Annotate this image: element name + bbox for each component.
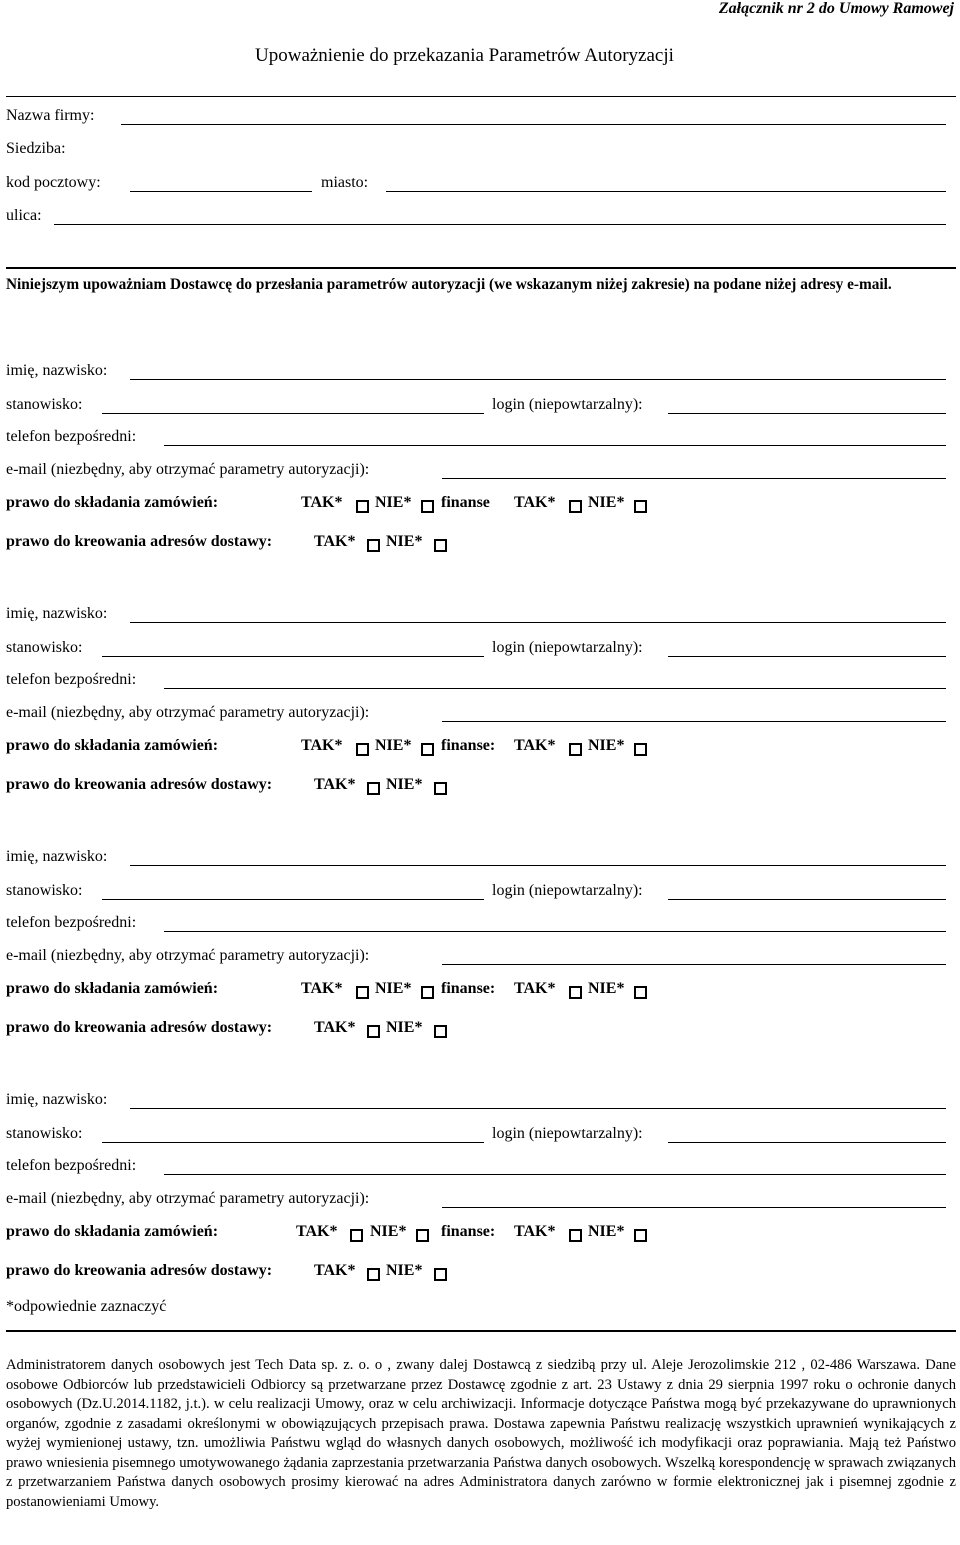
login-label: login (niepowtarzalny): xyxy=(492,882,643,899)
orders-no-checkbox[interactable] xyxy=(416,1229,429,1242)
divider xyxy=(6,267,956,269)
finance-yes-label: TAK* xyxy=(514,980,556,997)
email-field[interactable] xyxy=(442,1207,946,1208)
phone-field[interactable] xyxy=(164,688,946,689)
finance-label: finanse: xyxy=(441,737,496,754)
street-field[interactable] xyxy=(54,224,946,225)
position-label: stanowisko: xyxy=(6,882,83,899)
finance-no-label: NIE* xyxy=(588,1223,625,1240)
finance-no-checkbox[interactable] xyxy=(634,1229,647,1242)
address-no-checkbox[interactable] xyxy=(434,539,447,552)
name-field[interactable] xyxy=(130,379,946,380)
orders-yes-label: TAK* xyxy=(301,737,343,754)
name-row xyxy=(6,603,956,625)
orders-yes-checkbox[interactable] xyxy=(350,1229,363,1242)
address-no-checkbox[interactable] xyxy=(434,1025,447,1038)
orders-label: prawo do składania zamówień: xyxy=(6,1223,219,1240)
address-label: prawo do kreowania adresów dostawy: xyxy=(6,533,273,550)
email-row xyxy=(6,945,956,967)
position-field[interactable] xyxy=(102,413,484,414)
street-row xyxy=(6,205,956,227)
company-name-field[interactable] xyxy=(121,124,946,125)
finance-no-label: NIE* xyxy=(588,737,625,754)
name-field[interactable] xyxy=(130,1108,946,1109)
finance-no-label: NIE* xyxy=(588,494,625,511)
seat-label: Siedziba: xyxy=(6,140,66,157)
position-label: stanowisko: xyxy=(6,1125,83,1142)
orders-no-label: NIE* xyxy=(370,1223,407,1240)
orders-yes-label: TAK* xyxy=(301,494,343,511)
position-row xyxy=(6,637,956,659)
orders-yes-checkbox[interactable] xyxy=(356,743,369,756)
postal-code-field[interactable] xyxy=(130,191,312,192)
login-field[interactable] xyxy=(668,1142,946,1143)
login-label: login (niepowtarzalny): xyxy=(492,1125,643,1142)
orders-label: prawo do składania zamówień: xyxy=(6,980,219,997)
email-row xyxy=(6,459,956,481)
position-field[interactable] xyxy=(102,656,484,657)
orders-yes-checkbox[interactable] xyxy=(356,986,369,999)
finance-no-checkbox[interactable] xyxy=(634,986,647,999)
name-row xyxy=(6,1089,956,1111)
annex-label: Załącznik nr 2 do Umowy Ramowej xyxy=(718,0,954,17)
person-block xyxy=(0,603,960,803)
name-row xyxy=(6,846,956,868)
email-row xyxy=(6,1188,956,1210)
orders-no-checkbox[interactable] xyxy=(421,986,434,999)
login-label: login (niepowtarzalny): xyxy=(492,639,643,656)
position-row xyxy=(6,1123,956,1145)
login-field[interactable] xyxy=(668,656,946,657)
name-label: imię, nazwisko: xyxy=(6,605,108,622)
position-row xyxy=(6,394,956,416)
address-no-checkbox[interactable] xyxy=(434,782,447,795)
note-text: *odpowiednie zaznaczyć xyxy=(6,1298,167,1315)
email-label: e-mail (niezbędny, aby otrzymać parametry autoryzacji): xyxy=(6,704,370,721)
orders-no-checkbox[interactable] xyxy=(421,500,434,513)
address-no-label: NIE* xyxy=(386,1019,423,1036)
phone-row xyxy=(6,426,956,448)
address-yes-label: TAK* xyxy=(314,1019,356,1036)
postal-city-row xyxy=(6,172,956,194)
name-label: imię, nazwisko: xyxy=(6,362,108,379)
address-label: prawo do kreowania adresów dostawy: xyxy=(6,776,273,793)
finance-label: finanse xyxy=(441,494,490,511)
name-field[interactable] xyxy=(130,622,946,623)
email-field[interactable] xyxy=(442,964,946,965)
phone-label: telefon bezpośredni: xyxy=(6,671,137,688)
page-title: Upoważnienie do przekazania Parametrów Autoryzacji xyxy=(255,45,674,66)
finance-yes-label: TAK* xyxy=(514,494,556,511)
intro-text: Niniejszym upoważniam Dostawcę do przesłania parametrów autoryzacji (we wskazanym niżej zakresie) na podane niżej adresy e-mail. xyxy=(6,276,892,293)
orders-yes-label: TAK* xyxy=(301,980,343,997)
orders-no-label: NIE* xyxy=(375,737,412,754)
orders-row xyxy=(6,735,956,757)
name-field[interactable] xyxy=(130,865,946,866)
address-no-label: NIE* xyxy=(386,533,423,550)
phone-row xyxy=(6,669,956,691)
finance-yes-label: TAK* xyxy=(514,1223,556,1240)
address-yes-label: TAK* xyxy=(314,533,356,550)
person-block xyxy=(0,1089,960,1289)
orders-no-checkbox[interactable] xyxy=(421,743,434,756)
finance-yes-checkbox[interactable] xyxy=(569,743,582,756)
name-row xyxy=(6,360,956,382)
finance-yes-checkbox[interactable] xyxy=(569,1229,582,1242)
position-field[interactable] xyxy=(102,1142,484,1143)
orders-row xyxy=(6,978,956,1000)
divider xyxy=(6,96,956,97)
address-row xyxy=(6,1017,956,1039)
address-yes-label: TAK* xyxy=(314,1262,356,1279)
position-row xyxy=(6,880,956,902)
address-yes-label: TAK* xyxy=(314,776,356,793)
finance-yes-checkbox[interactable] xyxy=(569,986,582,999)
email-row xyxy=(6,702,956,724)
address-no-label: NIE* xyxy=(386,776,423,793)
company-name-label: Nazwa firmy: xyxy=(6,107,95,124)
finance-label: finanse: xyxy=(441,1223,496,1240)
email-field[interactable] xyxy=(442,478,946,479)
street-label: ulica: xyxy=(6,207,42,224)
city-field[interactable] xyxy=(386,191,946,192)
orders-no-label: NIE* xyxy=(375,494,412,511)
address-no-label: NIE* xyxy=(386,1262,423,1279)
phone-row xyxy=(6,1155,956,1177)
footer-privacy-text: Administratorem danych osobowych jest Tech Data sp. z. o. o , zwany dalej Dostawcą z siedzibą przy ul. Aleje Jerozolimskie 212 , 02-486 Warszawa. Dane osobowe Odbiorców lub przedstawicieli Odbiorcy są przetwarzane przez Dostawcę zgodnie z art. 23 Ustawy z dnia 29 sierpnia 1997 roku o ochronie danych osobowych (Dz.U.2014.1182, j.t.). w celu realizacji Umowy, oraz w celu archiwizacji. Informacje dotyczące Państwa mogą być przekazywane do uprawnionych organów, zgodnie z zasadami określonymi w obowiązujących przepisach prawa. Dostawa zapewnia Państwu realizację wszystkich uprawnień wynikających z wyżej wymienionej ustawy, tzn. umożliwia Państwu wgląd do własnych danych osobowych, możliwość ich modyfikacji oraz poprawiania. Mają też Państwo prawo wniesienia pisemnego umotywowanego żądania zaprzestania przetwarzania Państwa danych osobowych. Wszelką korespondencję w sprawach związanych z przetwarzaniem Państwa danych osobowych prosimy kierować na adres Administratora danych zarówno w formie elektronicznej jak i pisemnej zgodnie z postanowieniami Umowy. xyxy=(6,1357,956,1510)
orders-label: prawo do składania zamówień: xyxy=(6,737,219,754)
phone-field[interactable] xyxy=(164,931,946,932)
name-label: imię, nazwisko: xyxy=(6,848,108,865)
address-yes-checkbox[interactable] xyxy=(367,1268,380,1281)
orders-label: prawo do składania zamówień: xyxy=(6,494,219,511)
email-label: e-mail (niezbędny, aby otrzymać parametry autoryzacji): xyxy=(6,947,370,964)
login-field[interactable] xyxy=(668,413,946,414)
email-field[interactable] xyxy=(442,721,946,722)
email-label: e-mail (niezbędny, aby otrzymać parametry autoryzacji): xyxy=(6,461,370,478)
position-field[interactable] xyxy=(102,899,484,900)
address-yes-checkbox[interactable] xyxy=(367,539,380,552)
position-label: stanowisko: xyxy=(6,396,83,413)
login-field[interactable] xyxy=(668,899,946,900)
phone-label: telefon bezpośredni: xyxy=(6,428,137,445)
address-yes-checkbox[interactable] xyxy=(367,1025,380,1038)
divider xyxy=(6,1330,956,1332)
finance-label: finanse: xyxy=(441,980,496,997)
orders-no-label: NIE* xyxy=(375,980,412,997)
address-row xyxy=(6,774,956,796)
address-row xyxy=(6,1260,956,1282)
phone-label: telefon bezpośredni: xyxy=(6,914,137,931)
finance-no-label: NIE* xyxy=(588,980,625,997)
finance-yes-label: TAK* xyxy=(514,737,556,754)
address-yes-checkbox[interactable] xyxy=(367,782,380,795)
finance-no-checkbox[interactable] xyxy=(634,743,647,756)
postal-code-label: kod pocztowy: xyxy=(6,174,101,191)
address-no-checkbox[interactable] xyxy=(434,1268,447,1281)
email-label: e-mail (niezbędny, aby otrzymać parametry autoryzacji): xyxy=(6,1190,370,1207)
orders-yes-checkbox[interactable] xyxy=(356,500,369,513)
address-label: prawo do kreowania adresów dostawy: xyxy=(6,1019,273,1036)
company-name-row xyxy=(6,105,956,127)
orders-row xyxy=(6,1221,956,1243)
phone-label: telefon bezpośredni: xyxy=(6,1157,137,1174)
address-label: prawo do kreowania adresów dostawy: xyxy=(6,1262,273,1279)
phone-row xyxy=(6,912,956,934)
phone-field[interactable] xyxy=(164,445,946,446)
finance-no-checkbox[interactable] xyxy=(634,500,647,513)
address-row xyxy=(6,531,956,553)
person-block xyxy=(0,846,960,1046)
phone-field[interactable] xyxy=(164,1174,946,1175)
city-label: miasto: xyxy=(321,174,369,191)
finance-yes-checkbox[interactable] xyxy=(569,500,582,513)
name-label: imię, nazwisko: xyxy=(6,1091,108,1108)
orders-row xyxy=(6,492,956,514)
person-block xyxy=(0,360,960,560)
position-label: stanowisko: xyxy=(6,639,83,656)
login-label: login (niepowtarzalny): xyxy=(492,396,643,413)
orders-yes-label: TAK* xyxy=(296,1223,338,1240)
